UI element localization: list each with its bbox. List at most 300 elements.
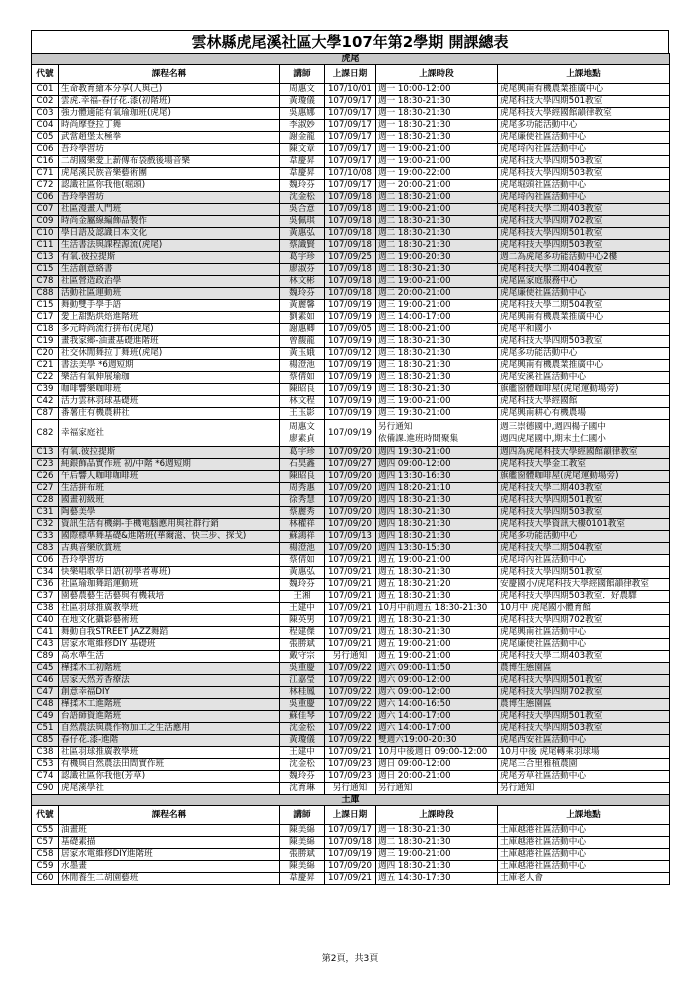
cell-time: 週二 19:00-20:30 (376, 252, 498, 264)
cell-time: 週一 10:00-12:00 (376, 84, 498, 96)
cell-place: 虎尾科技大學四期501教室 (498, 675, 670, 687)
cell-time: 週二 18:30-21:30 (376, 837, 498, 849)
cell-place: 虎尾科技大學二期504教室 (498, 543, 670, 555)
cell-teacher: 曾馥龍 (280, 336, 325, 348)
cell-time: 另行通知 依備課.進班時間聚集 (376, 420, 498, 447)
cell-time: 週四 19:30-21:00 (376, 447, 498, 459)
cell-teacher: 陳美綿 (280, 825, 325, 837)
cell-code: C59 (32, 861, 59, 873)
cell-code: C41 (32, 627, 59, 639)
cell-place: 虎尾科技大學四期501教室 (498, 228, 670, 240)
table-row (32, 84, 670, 96)
header-teacher: 講師 (280, 806, 325, 825)
cell-code: C83 (32, 543, 59, 555)
cell-code: C85 (32, 735, 59, 747)
cell-date: 107/09/21 (325, 873, 376, 885)
table-row (32, 723, 670, 735)
cell-teacher: 黃惠弘 (280, 228, 325, 240)
cell-place: 週四為虎尾科技大學經國館韻律教室 (498, 447, 670, 459)
table-row (32, 873, 670, 885)
cell-code: C89 (32, 651, 59, 663)
cell-date: 107/09/23 (325, 759, 376, 771)
cell-name: 純銀飾品實作班 初/中階 *6週短期 (59, 459, 280, 471)
table-row (32, 849, 670, 861)
cell-date: 107/09/21 (325, 567, 376, 579)
cell-place: 虎尾科技大學二期404教室 (498, 264, 670, 276)
cell-place: 虎尾三合里雅植農園 (498, 759, 670, 771)
cell-time: 週二 19:00-21:00 (376, 276, 498, 288)
cell-code: C07 (32, 204, 59, 216)
table-row (32, 675, 670, 687)
cell-time: 週三 19:00-21:00 (376, 849, 498, 861)
cell-time: 週二 18:30-21:00 (376, 192, 498, 204)
cell-code: C04 (32, 120, 59, 132)
cell-date: 107/09/21 (325, 615, 376, 627)
cell-time: 週二 18:30-21:30 (376, 240, 498, 252)
cell-code: C72 (32, 180, 59, 192)
cell-place: 農博生態園區 (498, 663, 670, 675)
cell-code: C15 (32, 300, 59, 312)
cell-teacher: 沈金松 (280, 192, 325, 204)
cell-time: 週三 19:00-21:00 (376, 300, 498, 312)
cell-time: 週一 18:30-21:30 (376, 132, 498, 144)
table-row (32, 471, 670, 483)
cell-teacher: 吳重慶 (280, 699, 325, 711)
cell-time: 週五 18:30-21:30 (376, 627, 498, 639)
cell-code: C26 (32, 471, 59, 483)
cell-code: C22 (32, 372, 59, 384)
table-row (32, 771, 670, 783)
table-row (32, 543, 670, 555)
cell-name: 有氧.彼拉提斯 (59, 447, 280, 459)
cell-date: 107/09/18 (325, 216, 376, 228)
table-row (32, 372, 670, 384)
cell-time: 10月中前週五 18:30-21:30 (376, 603, 498, 615)
cell-time: 週四 18:30-21:30 (376, 861, 498, 873)
cell-date: 107/09/17 (325, 120, 376, 132)
cell-teacher: 陳美綿 (280, 837, 325, 849)
header-row (32, 65, 670, 84)
table-row (32, 567, 670, 579)
cell-place: 虎尾科技大學四期501教室 (498, 495, 670, 507)
cell-time: 週二 18:30-21:30 (376, 228, 498, 240)
cell-time: 週六 14:00-17:00 (376, 723, 498, 735)
cell-teacher: 張勝斌 (280, 849, 325, 861)
table-row (32, 483, 670, 495)
header-name: 課程名稱 (59, 806, 280, 825)
header-time: 上課時段 (376, 806, 498, 825)
cell-place: 虎尾安溪社區活動中心 (498, 372, 670, 384)
section-name: 土庫 (32, 795, 670, 806)
cell-code: C19 (32, 336, 59, 348)
cell-time: 週四 13:30-15:30 (376, 543, 498, 555)
table-row (32, 507, 670, 519)
cell-time: 週五 19:00-21:00 (376, 555, 498, 567)
cell-teacher: 王玉影 (280, 408, 325, 420)
cell-code: C71 (32, 168, 59, 180)
cell-time: 週五 18:30-21:30 (376, 615, 498, 627)
table-row (32, 408, 670, 420)
cell-place: 農博生態園區 (498, 699, 670, 711)
table-row (32, 711, 670, 723)
cell-date: 107/09/13 (325, 531, 376, 543)
cell-teacher: 葛宇珍 (280, 252, 325, 264)
cell-place: 虎尾興南耕心有機農場 (498, 408, 670, 420)
cell-place: 土庫越港社區活動中心 (498, 849, 670, 861)
table-row (32, 156, 670, 168)
cell-place: 虎尾科技大學資訊大樓0101教室 (498, 519, 670, 531)
cell-date: 107/10/01 (325, 84, 376, 96)
cell-teacher: 楊澄池 (280, 543, 325, 555)
cell-teacher: 周秀惠 (280, 483, 325, 495)
cell-time: 週三 18:00-21:00 (376, 324, 498, 336)
cell-name: 自然農法與農作物加工之生活應用 (59, 723, 280, 735)
cell-time: 週一 20:00-21:00 (376, 180, 498, 192)
cell-time: 週六 09:00-11:50 (376, 663, 498, 675)
cell-code: C06 (32, 144, 59, 156)
cell-teacher: 吳合意 (280, 204, 325, 216)
cell-code: C55 (32, 825, 59, 837)
table-row (32, 180, 670, 192)
cell-date: 107/09/17 (325, 180, 376, 192)
table-row (32, 108, 670, 120)
cell-name: 幸福家庭社 (59, 420, 280, 447)
cell-date: 107/09/22 (325, 699, 376, 711)
cell-date: 107/09/17 (325, 144, 376, 156)
cell-teacher: 黃麗馨 (280, 300, 325, 312)
cell-time: 週二 18:30-21:30 (376, 216, 498, 228)
cell-place: 虎尾科技大學四期503教室 (498, 723, 670, 735)
cell-teacher: 吳重慶 (280, 663, 325, 675)
cell-name: 居家水電維修DIY進階班 (59, 849, 280, 861)
cell-code: C31 (32, 507, 59, 519)
cell-code: C38 (32, 603, 59, 615)
cell-time: 週二 18:30-21:30 (376, 264, 498, 276)
cell-teacher: 石昊鑫 (280, 459, 325, 471)
cell-code: C27 (32, 483, 59, 495)
cell-teacher: 林文彬 (280, 276, 325, 288)
table-row (32, 495, 670, 507)
table-row (32, 651, 670, 663)
cell-teacher: 徐秀慧 (280, 495, 325, 507)
cell-place: 虎尾廉使社區活動中心 (498, 288, 670, 300)
cell-date: 107/09/20 (325, 861, 376, 873)
table-row (32, 783, 670, 795)
cell-code: C47 (32, 687, 59, 699)
cell-date: 107/09/12 (325, 348, 376, 360)
cell-teacher: 黃瓊儀 (280, 96, 325, 108)
cell-place: 虎尾堀頭社區活動中心 (498, 180, 670, 192)
cell-date: 107/09/22 (325, 663, 376, 675)
cell-code: C45 (32, 663, 59, 675)
cell-place: 虎尾科技大學四期702教室 (498, 615, 670, 627)
cell-code: C36 (32, 579, 59, 591)
table-row (32, 396, 670, 408)
cell-time: 週二 20:00-21:00 (376, 288, 498, 300)
cell-name: 虎尾溪民族音樂藝術團 (59, 168, 280, 180)
cell-date: 107/09/18 (325, 240, 376, 252)
cell-code: C03 (32, 108, 59, 120)
cell-name: 有氧.彼拉提斯 (59, 252, 280, 264)
cell-time: 週四 09:00-12:00 (376, 459, 498, 471)
cell-date: 107/09/18 (325, 204, 376, 216)
cell-date: 107/09/27 (325, 459, 376, 471)
table-row (32, 324, 670, 336)
cell-code: C21 (32, 360, 59, 372)
cell-date: 107/09/19 (325, 360, 376, 372)
table-row (32, 447, 670, 459)
cell-code: C39 (32, 384, 59, 396)
course-table (31, 53, 670, 885)
cell-place: 虎尾埒內社區活動中心 (498, 144, 670, 156)
cell-place: 虎尾科技大學四期702教室 (498, 216, 670, 228)
table-row (32, 825, 670, 837)
cell-code: C10 (32, 228, 59, 240)
table-row (32, 168, 670, 180)
cell-teacher: 謝惠卿 (280, 324, 325, 336)
cell-date: 107/09/21 (325, 603, 376, 615)
cell-time: 週一 19:00-21:00 (376, 156, 498, 168)
cell-date: 107/09/20 (325, 483, 376, 495)
cell-time: 週六 09:00-12:00 (376, 687, 498, 699)
cell-name: 咖啡響樂咖啡班 (59, 384, 280, 396)
cell-teacher: 林權祥 (280, 519, 325, 531)
cell-name: 多元時尚流行拼布(虎尾) (59, 324, 280, 336)
table-row (32, 687, 670, 699)
header-name: 課程名稱 (59, 65, 280, 84)
table-row (32, 312, 670, 324)
cell-date: 107/09/22 (325, 735, 376, 747)
table-row (32, 96, 670, 108)
cell-code: C74 (32, 771, 59, 783)
cell-place: 虎尾科技大學四期503教室 (498, 156, 670, 168)
cell-date: 107/09/21 (325, 747, 376, 759)
cell-place: 土庫越港社區活動中心 (498, 861, 670, 873)
cell-name: 強力體適能有氧瑜珈班(虎尾) (59, 108, 280, 120)
cell-name: 舞動自我STREET JAZZ舞蹈 (59, 627, 280, 639)
cell-time: 週四 13:30-16:30 (376, 471, 498, 483)
cell-time: 週五 18:30-21:30 (376, 591, 498, 603)
cell-name: 創意幸福DIY (59, 687, 280, 699)
cell-teacher: 林桂鳳 (280, 687, 325, 699)
section-row (32, 795, 670, 806)
cell-date: 107/09/19 (325, 336, 376, 348)
table-row (32, 252, 670, 264)
cell-name: 生活書法與課程源流(虎尾) (59, 240, 280, 252)
cell-teacher: 張勝斌 (280, 639, 325, 651)
cell-date: 107/09/05 (325, 324, 376, 336)
section-row (32, 54, 670, 65)
cell-name: 虎尾溪學社 (59, 783, 280, 795)
table-row (32, 348, 670, 360)
cell-teacher: 魏玲芬 (280, 771, 325, 783)
cell-date: 107/09/25 (325, 252, 376, 264)
cell-name: 生命教育繪本分享(人與己) (59, 84, 280, 96)
cell-place: 土庫越港社區活動中心 (498, 825, 670, 837)
table-row (32, 603, 670, 615)
cell-teacher: 沈金松 (280, 759, 325, 771)
cell-time: 週五 19:00-21:00 (376, 651, 498, 663)
table-row (32, 459, 670, 471)
cell-place: 旗艦窗體咖啡屋(虎尾運動場旁) (498, 471, 670, 483)
cell-date: 107/09/21 (325, 579, 376, 591)
cell-time: 週五 19:00-21:00 (376, 639, 498, 651)
cell-teacher: 葛宇珍 (280, 447, 325, 459)
cell-code: C06 (32, 555, 59, 567)
cell-time: 週五 18:30-21:30 (376, 567, 498, 579)
table-row (32, 276, 670, 288)
cell-place: 10月中後 虎尾轉乘羽球場 (498, 747, 670, 759)
cell-date: 107/09/19 (325, 300, 376, 312)
cell-teacher: 蘇佳琴 (280, 711, 325, 723)
table-row (32, 384, 670, 396)
cell-time: 週三 18:30-21:30 (376, 336, 498, 348)
cell-date: 107/09/21 (325, 639, 376, 651)
cell-teacher: 王建中 (280, 603, 325, 615)
table-row (32, 360, 670, 372)
cell-place: 虎尾芳草社區活動中心 (498, 771, 670, 783)
table-row (32, 735, 670, 747)
cell-teacher: 程建傑 (280, 627, 325, 639)
cell-code: C51 (32, 723, 59, 735)
cell-date: 107/10/08 (325, 168, 376, 180)
cell-time: 週一 18:30-21:30 (376, 108, 498, 120)
cell-name: 番薯庄有機農耕社 (59, 408, 280, 420)
cell-name: 吾玲學習坊 (59, 144, 280, 156)
cell-place: 虎尾埒內社區活動中心 (498, 192, 670, 204)
cell-name: 生活創意絡書 (59, 264, 280, 276)
table-row (32, 663, 670, 675)
cell-time: 週六 14:00-17:00 (376, 711, 498, 723)
cell-teacher: 吳惠娜 (280, 108, 325, 120)
cell-name: 書法美學 *6週短期 (59, 360, 280, 372)
cell-date: 107/09/18 (325, 288, 376, 300)
cell-name: 雲虎.幸福-春仔花.漆(初階班) (59, 96, 280, 108)
cell-name: 社區漫畫人門班 (59, 204, 280, 216)
table-row (32, 288, 670, 300)
cell-time: 10月中後週日 09:00-12:00 (376, 747, 498, 759)
cell-name: 基礎素描 (59, 837, 280, 849)
cell-name: 午后響人咖啡咖啡班 (59, 471, 280, 483)
cell-teacher: 陳美綿 (280, 861, 325, 873)
cell-place: 10月中 虎尾國小體育館 (498, 603, 670, 615)
table-row (32, 336, 670, 348)
cell-name: 陶藝美學 (59, 507, 280, 519)
cell-place: 土庫越港社區活動中心 (498, 837, 670, 849)
cell-teacher: 江嘉瑩 (280, 675, 325, 687)
table-row (32, 420, 670, 447)
document-page (31, 30, 669, 885)
cell-place: 虎尾科技大學四期503教室 (498, 240, 670, 252)
cell-teacher: 陳昭良 (280, 384, 325, 396)
cell-name: 國際標準舞基礎&進階班(華爾滋、快三步、探戈) (59, 531, 280, 543)
cell-place: 虎尾科技大學二期403教室 (498, 204, 670, 216)
cell-date: 107/09/23 (325, 771, 376, 783)
cell-name: 武當趙堡太極拳 (59, 132, 280, 144)
cell-code: C53 (32, 759, 59, 771)
cell-name: 社交休閒舞拉丁舞班(虎尾) (59, 348, 280, 360)
cell-place: 虎尾區家庭服務中心 (498, 276, 670, 288)
cell-name: 社區羽球推廣教學班 (59, 747, 280, 759)
cell-code: C05 (32, 132, 59, 144)
cell-name: 學日語及認識日本文化 (59, 228, 280, 240)
cell-code: C06 (32, 192, 59, 204)
cell-name: 油畫班 (59, 825, 280, 837)
cell-teacher: 廖淑芬 (280, 264, 325, 276)
cell-name: 在地文化攝影藝術班 (59, 615, 280, 627)
cell-time: 週三 19:30-21:00 (376, 408, 498, 420)
cell-time: 週四 18:30-21:30 (376, 519, 498, 531)
cell-name: 台語師資進階班 (59, 711, 280, 723)
cell-code: C90 (32, 783, 59, 795)
cell-teacher: 沈金松 (280, 723, 325, 735)
table-row (32, 300, 670, 312)
cell-name: 社區羽球推廣教學班 (59, 603, 280, 615)
table-row (32, 204, 670, 216)
cell-code: C17 (32, 312, 59, 324)
cell-date: 107/09/22 (325, 687, 376, 699)
cell-name: 資訊生活有機網-手機電腦應用與社群行銷 (59, 519, 280, 531)
cell-code: C60 (32, 873, 59, 885)
cell-date: 107/09/21 (325, 591, 376, 603)
cell-time: 雙週六19:00-20:30 (376, 735, 498, 747)
cell-name: 生活拼布班 (59, 483, 280, 495)
cell-date: 107/09/18 (325, 837, 376, 849)
cell-place: 虎尾科技大學四期702教室 (498, 687, 670, 699)
cell-place: 虎尾興南有機農業推廣中心 (498, 360, 670, 372)
cell-teacher: 韋慶昇 (280, 168, 325, 180)
cell-date: 107/09/17 (325, 132, 376, 144)
cell-place: 虎尾平和國小 (498, 324, 670, 336)
cell-code: C49 (32, 711, 59, 723)
cell-date: 107/09/20 (325, 471, 376, 483)
cell-name: 水墨畫 (59, 861, 280, 873)
cell-name: 活力雲林羽球基礎班 (59, 396, 280, 408)
cell-time: 週三 19:00-21:00 (376, 396, 498, 408)
cell-place: 虎尾廉使社區活動中心 (498, 639, 670, 651)
cell-code: C32 (32, 519, 59, 531)
cell-place: 虎尾科技大學四期501教室 (498, 567, 670, 579)
cell-date: 107/09/18 (325, 228, 376, 240)
cell-date: 另行通知 (325, 651, 376, 663)
cell-place: 週三崇德國中,週四楊子國中 週四虎尾國中,期末土仁國小 (498, 420, 670, 447)
cell-place: 虎尾埒內社區活動中心 (498, 555, 670, 567)
document-title: 雲林縣虎尾溪社區大學107年第2學期 開課總表 (31, 30, 669, 53)
cell-time: 週三 18:30-21:30 (376, 360, 498, 372)
cell-teacher: 韋慶昇 (280, 873, 325, 885)
cell-name: 園藝農藝生活藝與有機栽培 (59, 591, 280, 603)
table-row (32, 240, 670, 252)
cell-time: 週四 18:30-21:30 (376, 495, 498, 507)
cell-place: 虎尾科技大學經國館韻律教室 (498, 108, 670, 120)
cell-teacher: 沈育琳 (280, 783, 325, 795)
cell-code: C02 (32, 96, 59, 108)
cell-code: C38 (32, 747, 59, 759)
cell-code: C20 (32, 348, 59, 360)
header-date: 上課日期 (325, 806, 376, 825)
cell-name: 居家天然芳香療法 (59, 675, 280, 687)
cell-place: 旗艦窗體咖啡屋(虎尾運動場旁) (498, 384, 670, 396)
cell-date: 107/09/22 (325, 711, 376, 723)
cell-date: 107/09/17 (325, 825, 376, 837)
cell-name: 社區瑜珈舞蹈運動班 (59, 579, 280, 591)
cell-time: 週三 14:00-17:00 (376, 312, 498, 324)
table-row (32, 555, 670, 567)
table-row (32, 639, 670, 651)
cell-place: 土庫老人會 (498, 873, 670, 885)
cell-name: 居家水電維修DIY 基礎班 (59, 639, 280, 651)
header-date: 上課日期 (325, 65, 376, 84)
